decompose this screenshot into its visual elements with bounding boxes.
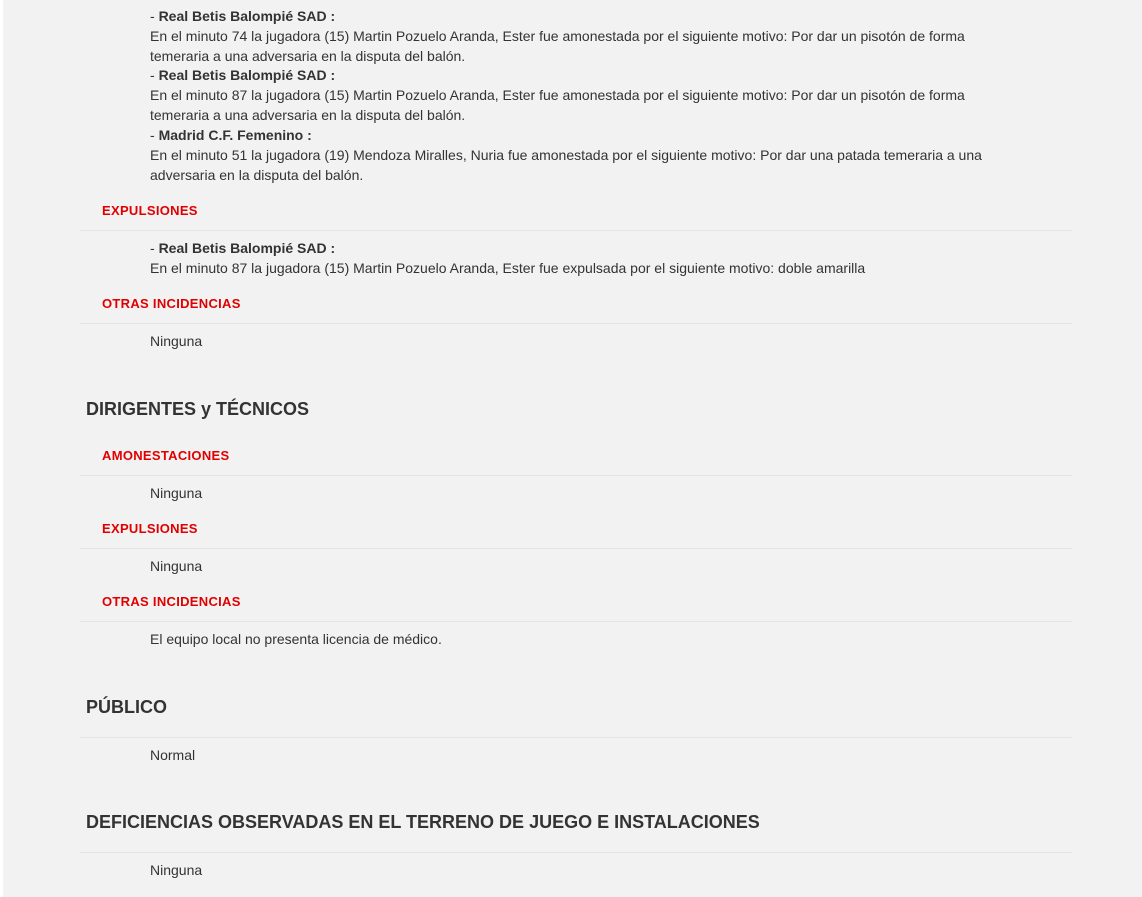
section-divider [80, 323, 1072, 324]
expulsion-text: En el minuto 87 la jugadora (15) Martin Pozuelo Aranda, Ester fue expulsada por el siguiente motivo: doble amarilla [150, 260, 866, 276]
expulsiones-value: Ninguna [150, 558, 203, 574]
deficiencias-value: Ninguna [150, 862, 203, 878]
caution-text-line: temeraria a una adversaria en la disputa del balón. [150, 107, 466, 123]
caution-text-line: En el minuto 74 la jugadora (15) Martin Pozuelo Aranda, Ester fue amonestada por el siguiente motivo: Por dar un pisotón de forma [150, 28, 965, 44]
expulsiones-heading: EXPULSIONES [102, 203, 198, 218]
caution-entry [150, 6, 1000, 66]
expulsion-entry [150, 238, 1000, 278]
team-name: Madrid C.F. Femenino : [158, 127, 312, 143]
section-divider [80, 475, 1072, 476]
caution-entry [150, 65, 1000, 125]
otras-incidencias-heading: OTRAS INCIDENCIAS [102, 594, 241, 609]
section-divider [80, 230, 1072, 231]
section-divider [80, 621, 1072, 622]
caution-text-line: adversaria en la disputa del balón. [150, 167, 364, 183]
publico-title: PÚBLICO [86, 697, 167, 717]
acta-page [3, 0, 1142, 897]
caution-text-line: temeraria a una adversaria en la disputa del balón. [150, 48, 466, 64]
publico-value: Normal [150, 747, 196, 763]
caution-text-line: En el minuto 51 la jugadora (19) Mendoza Miralles, Nuria fue amonestada por el siguiente motivo: Por dar una patada temeraria a una [150, 147, 982, 163]
section-divider [80, 852, 1072, 853]
section-divider [80, 548, 1072, 549]
dirigentes-title: DIRIGENTES y TÉCNICOS [86, 399, 310, 419]
entry-prefix: - [150, 127, 159, 143]
caution-text-line: En el minuto 87 la jugadora (15) Martin Pozuelo Aranda, Ester fue amonestada por el siguiente motivo: Por dar un pisotón de forma [150, 87, 965, 103]
expulsiones-heading: EXPULSIONES [102, 521, 198, 536]
section-divider [80, 737, 1072, 738]
caution-entry [150, 125, 1000, 185]
otras-incidencias-value: Ninguna [150, 333, 203, 349]
team-name: Real Betis Balompié SAD : [158, 240, 336, 256]
otras-incidencias-value: El equipo local no presenta licencia de médico. [150, 631, 442, 647]
otras-incidencias-heading: OTRAS INCIDENCIAS [102, 296, 241, 311]
entry-prefix: - [150, 67, 159, 83]
entry-prefix: - [150, 8, 159, 24]
deficiencias-title: DEFICIENCIAS OBSERVADAS EN EL TERRENO DE JUEGO E INSTALACIONES [86, 812, 760, 832]
entry-prefix: - [150, 240, 159, 256]
team-name: Real Betis Balompié SAD : [158, 67, 336, 83]
amonestaciones-value: Ninguna [150, 485, 203, 501]
team-name: Real Betis Balompié SAD : [158, 8, 336, 24]
amonestaciones-heading: AMONESTACIONES [102, 448, 230, 463]
